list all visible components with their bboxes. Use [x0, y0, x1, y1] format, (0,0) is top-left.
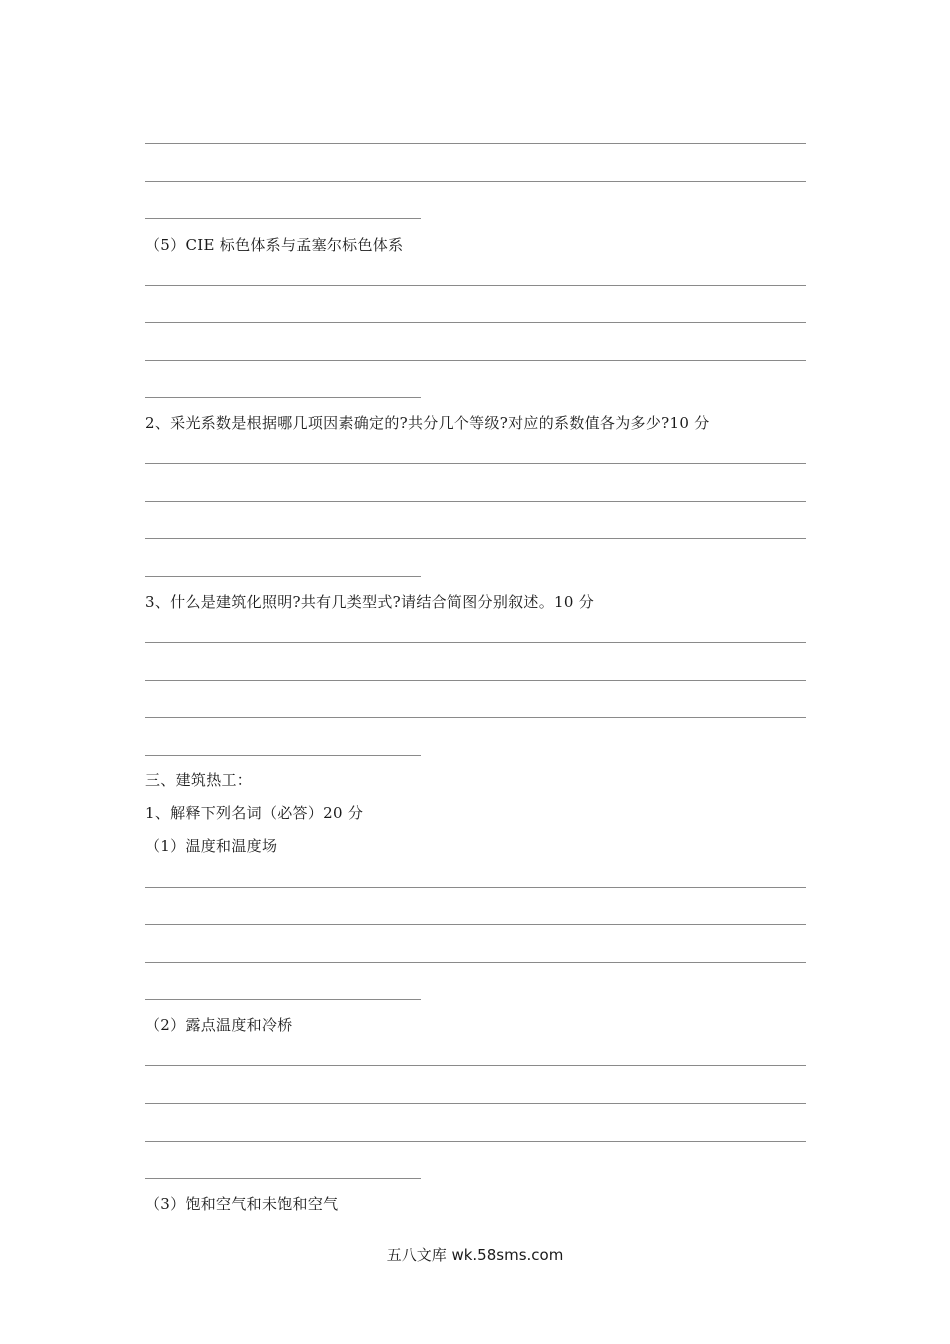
- answer-line: [145, 924, 806, 925]
- question-1-terms: 1、解释下列名词（必答）20 分: [145, 804, 364, 822]
- answer-line: [145, 322, 806, 323]
- answer-line: [145, 463, 806, 464]
- answer-line: [145, 1141, 806, 1142]
- section-heading-thermal: 三、建筑热工：: [145, 771, 253, 789]
- answer-line-short: [145, 218, 421, 219]
- answer-line: [145, 143, 806, 144]
- answer-line: [145, 717, 806, 718]
- sub-question-3-saturated-air: （3）饱和空气和未饱和空气: [145, 1195, 339, 1213]
- answer-line: [145, 1065, 806, 1066]
- answer-line-short: [145, 576, 421, 577]
- answer-line: [145, 887, 806, 888]
- answer-line: [145, 285, 806, 286]
- sub-question-2-dew-point: （2）露点温度和冷桥: [145, 1016, 293, 1034]
- answer-line-short: [145, 999, 421, 1000]
- sub-question-1-temperature: （1）温度和温度场: [145, 837, 278, 855]
- answer-line: [145, 360, 806, 361]
- answer-line: [145, 538, 806, 539]
- answer-line-short: [145, 755, 421, 756]
- answer-line-short: [145, 1178, 421, 1179]
- answer-line: [145, 642, 806, 643]
- answer-line: [145, 181, 806, 182]
- answer-line: [145, 501, 806, 502]
- question-5-cie: （5）CIE 标色体系与孟塞尔标色体系: [145, 236, 404, 254]
- answer-line: [145, 1103, 806, 1104]
- answer-line-short: [145, 397, 421, 398]
- footer-watermark: 五八文库 wk.58sms.com: [386, 1246, 564, 1264]
- question-2-daylight-factor: 2、采光系数是根据哪几项因素确定的?共分几个等级?对应的系数值各为多少?10 分: [145, 414, 710, 432]
- answer-line: [145, 962, 806, 963]
- answer-line: [145, 680, 806, 681]
- question-3-architectural-lighting: 3、什么是建筑化照明?共有几类型式?请结合简图分别叙述。10 分: [145, 593, 595, 611]
